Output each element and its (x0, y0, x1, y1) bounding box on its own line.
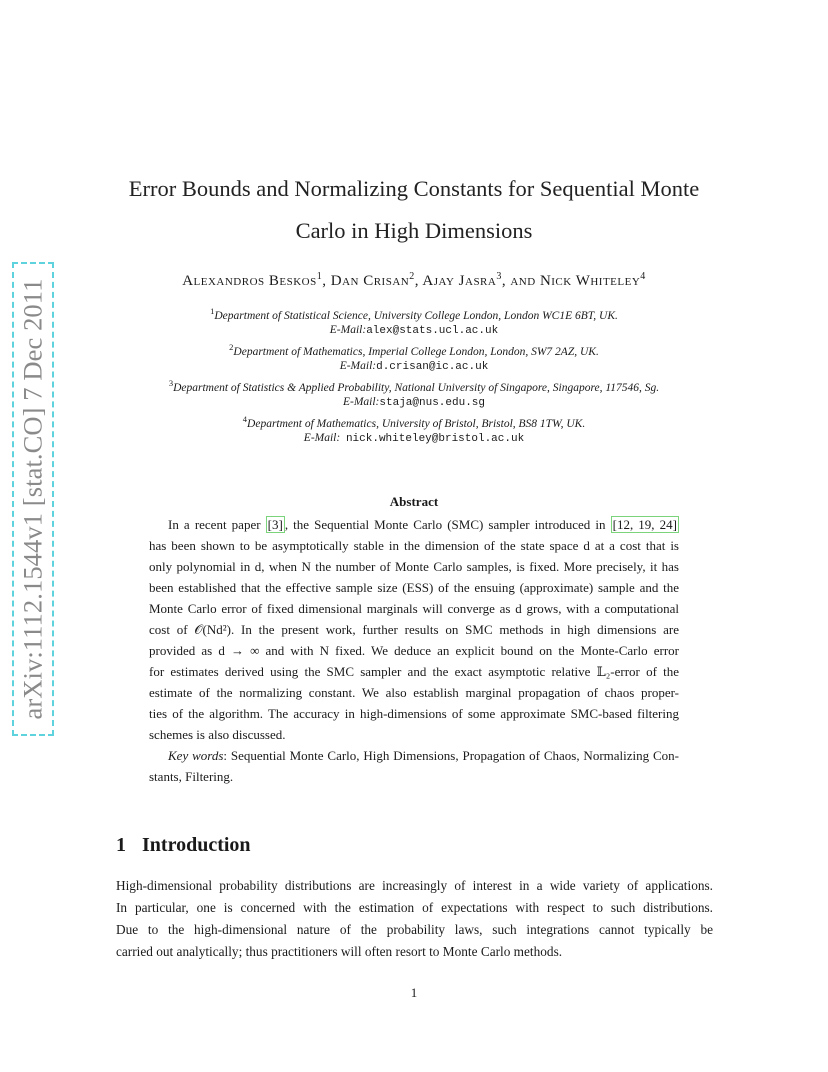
section-title: Introduction (142, 834, 251, 856)
body-line: Due to the high-dimensional nature of the probability laws, such integrations cannot typically be (116, 922, 713, 937)
email-label: E-Mail: (342, 396, 380, 408)
author-mark: 4 (640, 271, 646, 282)
affiliation-text: Department of Mathematics, University of Bristol, Bristol, BS8 1TW, UK. (247, 418, 586, 430)
author-mark: 1 (316, 271, 323, 282)
abstract-text: , the Sequential Monte Carlo (SMC) sampler introduced in (284, 517, 611, 532)
author-name: Ajay Jasra (422, 273, 497, 289)
body-line: carried out analytically; thus practitioners will often resort to Monte Carlo methods. (116, 944, 563, 959)
author-separator: , and (501, 273, 540, 289)
author-name: Alexandros Beskos (182, 273, 317, 289)
affiliation-text: Department of Mathematics, Imperial College London, London, SW7 2AZ, UK. (233, 346, 599, 358)
keywords-text: : Sequential Monte Carlo, High Dimensions, Propagation of Chaos, Normalizing Con- (223, 748, 679, 763)
paper-title-line-1: Error Bounds and Normalizing Constants for Sequential Monte (128, 176, 700, 201)
keywords-line: stants, Filtering. (149, 769, 234, 784)
email-address[interactable]: nick.whiteley@bristol.ac.uk (345, 433, 525, 445)
abstract-line: estimate of the normalizing constant. We also establish marginal propagation of chaos proper- (149, 685, 679, 700)
email-address[interactable]: staja@nus.edu.sg (379, 397, 486, 409)
author-separator: , (322, 273, 331, 289)
email-address[interactable]: d.crisan@ic.ac.uk (376, 361, 489, 373)
abstract-line: for estimates derived using the SMC sampler and the exact asymptotic relative 𝕃₂-error of the (149, 664, 679, 679)
email-label: E-Mail: (339, 360, 377, 372)
abstract-text: In a recent paper (168, 517, 266, 532)
affiliation-mark: 1 (210, 306, 215, 316)
abstract-line: schemes is also discussed. (149, 727, 286, 742)
affiliation (60, 414, 768, 430)
author-mark: 2 (409, 271, 415, 282)
author-list (60, 271, 768, 290)
section-number: 1 (116, 834, 126, 856)
affiliation-mark: 4 (242, 414, 248, 424)
section-heading (116, 834, 251, 857)
email-line (60, 324, 768, 337)
abstract-line (168, 517, 679, 533)
abstract-line: Monte Carlo error of fixed dimensional marginals will converge as d grows, with a computational (149, 601, 679, 616)
author-mark: 3 (496, 271, 502, 282)
arxiv-stamp-text[interactable]: arXiv:1112.1544v1 [stat.CO] 7 Dec 2011 (17, 278, 48, 720)
author-separator: , (414, 273, 423, 289)
abstract-line: ties of the algorithm. The accuracy in high-dimensions of some approximate SMC-based filtering (149, 706, 679, 721)
keywords-line (168, 748, 679, 764)
affiliation-text: Department of Statistics & Applied Probability, National University of Singapore, Singapore, 117546, Sg. (173, 382, 660, 394)
email-line (60, 396, 768, 409)
email-line (60, 360, 768, 373)
body-line: In particular, one is concerned with the estimation of expectations with respect to such distributions. (116, 900, 713, 915)
email-label: E-Mail: (303, 432, 341, 444)
abstract-line: provided as d → ∞ and with N fixed. We deduce an explicit bound on the Monte-Carlo error (149, 643, 679, 658)
citation-link[interactable]: [12, 19, 24] (612, 517, 677, 532)
abstract-heading: Abstract (389, 494, 439, 509)
abstract-line: been established that the effective sample size (ESS) of the ensuing (approximate) sample and the (149, 580, 679, 595)
abstract-line: only polynomial in d, when N the number of Monte Carlo samples, is fixed. More precisely, it has (149, 559, 679, 574)
page-number: 1 (410, 985, 418, 1000)
abstract-line: cost of 𝒪(Nd²). In the present work, further results on SMC methods in high dimensions are (149, 622, 679, 637)
abstract-line: has been shown to be asymptotically stable in the dimension of the state space d at a cost that is (149, 538, 679, 553)
author-name: Nick Whiteley (539, 273, 641, 289)
affiliation-mark: 3 (168, 378, 174, 388)
affiliation (60, 342, 768, 358)
citation-link[interactable]: [3] (267, 517, 283, 532)
email-label: E-Mail: (329, 324, 367, 336)
affiliation (60, 378, 768, 394)
email-line (60, 432, 768, 445)
body-line: High-dimensional probability distributions are increasingly of interest in a wide variety of applications. (116, 878, 713, 893)
affiliation-text: Department of Statistical Science, University College London, London WC1E 6BT, UK. (214, 310, 618, 322)
email-address[interactable]: alex@stats.ucl.ac.uk (366, 325, 499, 337)
keywords-label: Key words (168, 748, 224, 763)
author-name: Dan Crisan (330, 273, 410, 289)
affiliation (60, 306, 768, 322)
paper-title-line-2: Carlo in High Dimensions (295, 218, 533, 243)
affiliation-mark: 2 (229, 342, 234, 352)
